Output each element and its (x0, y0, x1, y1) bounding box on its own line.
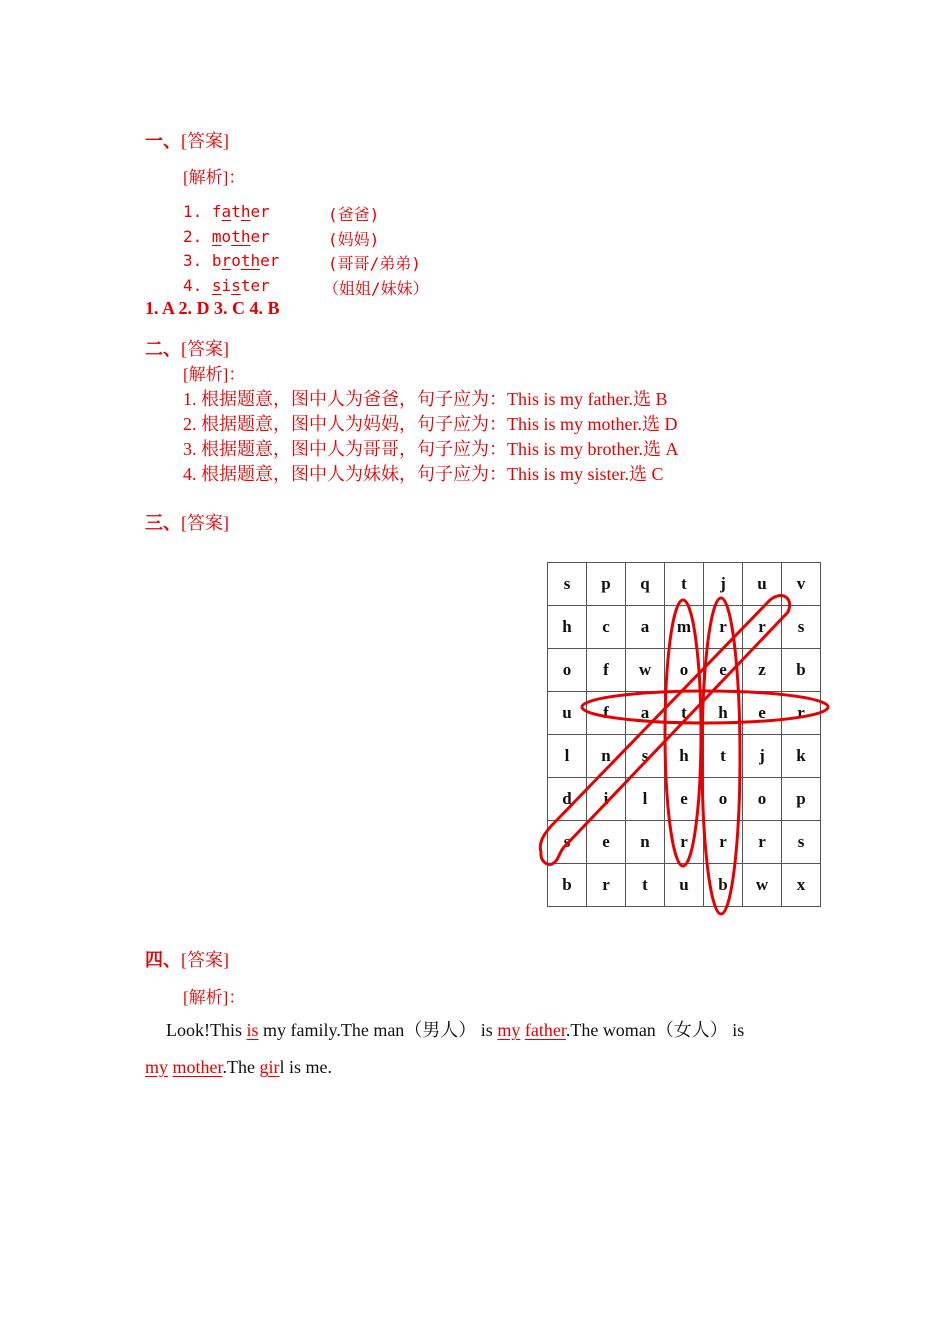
grid-cell: h (704, 692, 743, 735)
grid-cell: o (743, 778, 782, 821)
grid-cell: c (587, 606, 626, 649)
grid-cell: n (587, 735, 626, 778)
filled-word: my (497, 1020, 521, 1040)
section-2-heading: 二、[答案] (145, 339, 229, 359)
grid-cell: u (548, 692, 587, 735)
grid-cell: t (665, 563, 704, 606)
underlined-letters: h (240, 202, 251, 221)
grid-cell: t (665, 692, 704, 735)
grid-cell: b (782, 649, 821, 692)
analysis-label: [解析]： (183, 168, 246, 187)
grid-cell: s (782, 606, 821, 649)
grid-row (548, 563, 821, 606)
analysis-line: 2. 根据题意，图中人为妈妈，句子应为：This is my mother.选 D (183, 414, 678, 434)
grid-cell: r (743, 606, 782, 649)
grid-cell: o (665, 649, 704, 692)
grid-row (548, 864, 821, 907)
grid-cell: f (587, 649, 626, 692)
filled-word: mother (172, 1057, 223, 1077)
grid-cell: a (626, 692, 665, 735)
vocabulary-item: 1. father (爸爸) (183, 202, 380, 224)
grid-cell: b (548, 864, 587, 907)
filled-word: my (145, 1057, 169, 1077)
passage-line-1: Look!This is my family.The man（男人） is my father.The woman（女人） is (166, 1020, 745, 1040)
grid-cell: k (782, 735, 821, 778)
analysis-label: [解析]： (183, 365, 246, 384)
grid-cell: f (587, 692, 626, 735)
grid-cell: p (782, 778, 821, 821)
grid-cell: r (704, 821, 743, 864)
analysis-line: 1. 根据题意，图中人为爸爸，句子应为：This is my father.选 B (183, 389, 668, 409)
grid-cell: i (587, 778, 626, 821)
grid-row (548, 692, 821, 735)
grid-cell: h (548, 606, 587, 649)
underlined-letters: a (221, 202, 232, 221)
grid-cell: x (782, 864, 821, 907)
grid-cell: j (743, 735, 782, 778)
analysis-label: [解析]： (183, 988, 246, 1007)
grid-cell: o (548, 649, 587, 692)
grid-row (548, 778, 821, 821)
analysis-line: 4. 根据题意，图中人为妹妹，句子应为：This is my sister.选 C (183, 464, 664, 484)
grid-cell: r (743, 821, 782, 864)
filled-word: is (246, 1020, 259, 1040)
grid-cell: w (743, 864, 782, 907)
chinese-meaning: （姐姐/妹妹） (323, 279, 429, 298)
grid-cell: t (704, 735, 743, 778)
grid-cell: o (704, 778, 743, 821)
grid-cell: s (782, 821, 821, 864)
grid-cell: b (704, 864, 743, 907)
grid-cell: r (587, 864, 626, 907)
analysis-line: 3. 根据题意，图中人为哥哥，句子应为：This is my brother.选 A (183, 439, 679, 459)
underlined-letters: th (240, 251, 261, 270)
grid-cell: e (665, 778, 704, 821)
grid-cell: v (782, 563, 821, 606)
underlined-letters: th (231, 227, 251, 246)
passage-line-2: my mother.The girl is me. (145, 1057, 332, 1077)
grid-cell: h (665, 735, 704, 778)
chinese-meaning: (哥哥/弟弟) (328, 254, 421, 273)
grid-cell: t (626, 864, 665, 907)
filled-word: father (524, 1020, 566, 1040)
grid-cell: r (704, 606, 743, 649)
grid-cell: l (548, 735, 587, 778)
vocabulary-item: 2. mother (妈妈) (183, 227, 380, 249)
underlined-letters: s (231, 276, 241, 295)
vocabulary-item: 4. sister （姐姐/妹妹） (183, 276, 429, 298)
grid-cell: n (626, 821, 665, 864)
answer-label: [答案] (181, 950, 229, 970)
vocabulary-item: 3. brother (哥哥/弟弟) (183, 251, 421, 273)
grid-cell: z (743, 649, 782, 692)
grid-cell: r (782, 692, 821, 735)
chinese-meaning: (爸爸) (328, 205, 380, 224)
answer-label: [答案] (181, 131, 229, 151)
section-4-heading: 四、[答案] (145, 950, 229, 970)
grid-cell: s (548, 821, 587, 864)
answer-label: [答案] (181, 339, 229, 359)
section-3-heading: 三、[答案] (145, 513, 229, 533)
grid-cell: l (626, 778, 665, 821)
grid-cell: e (704, 649, 743, 692)
chinese-meaning: (妈妈) (328, 230, 380, 249)
underlined-letters: m (211, 227, 222, 246)
grid-cell: s (626, 735, 665, 778)
grid-cell: j (704, 563, 743, 606)
word-search-grid (547, 562, 821, 907)
answer-label: [答案] (181, 513, 229, 533)
grid-cell: u (743, 563, 782, 606)
grid-row (548, 735, 821, 778)
grid-row (548, 821, 821, 864)
grid-cell: w (626, 649, 665, 692)
grid-cell: m (665, 606, 704, 649)
grid-cell: e (587, 821, 626, 864)
grid-cell: u (665, 864, 704, 907)
section-1-answers: 1. A 2. D 3. C 4. B (145, 298, 280, 318)
section-1-heading: 一、[答案] (145, 131, 229, 151)
grid-cell: d (548, 778, 587, 821)
underlined-letters: s (211, 276, 222, 295)
grid-row (548, 649, 821, 692)
grid-cell: r (665, 821, 704, 864)
grid-cell: p (587, 563, 626, 606)
grid-cell: e (743, 692, 782, 735)
filled-word: gir (259, 1057, 280, 1077)
grid-cell: q (626, 563, 665, 606)
grid-cell: a (626, 606, 665, 649)
underlined-letters: r (221, 251, 232, 270)
grid-row (548, 606, 821, 649)
grid-cell: s (548, 563, 587, 606)
